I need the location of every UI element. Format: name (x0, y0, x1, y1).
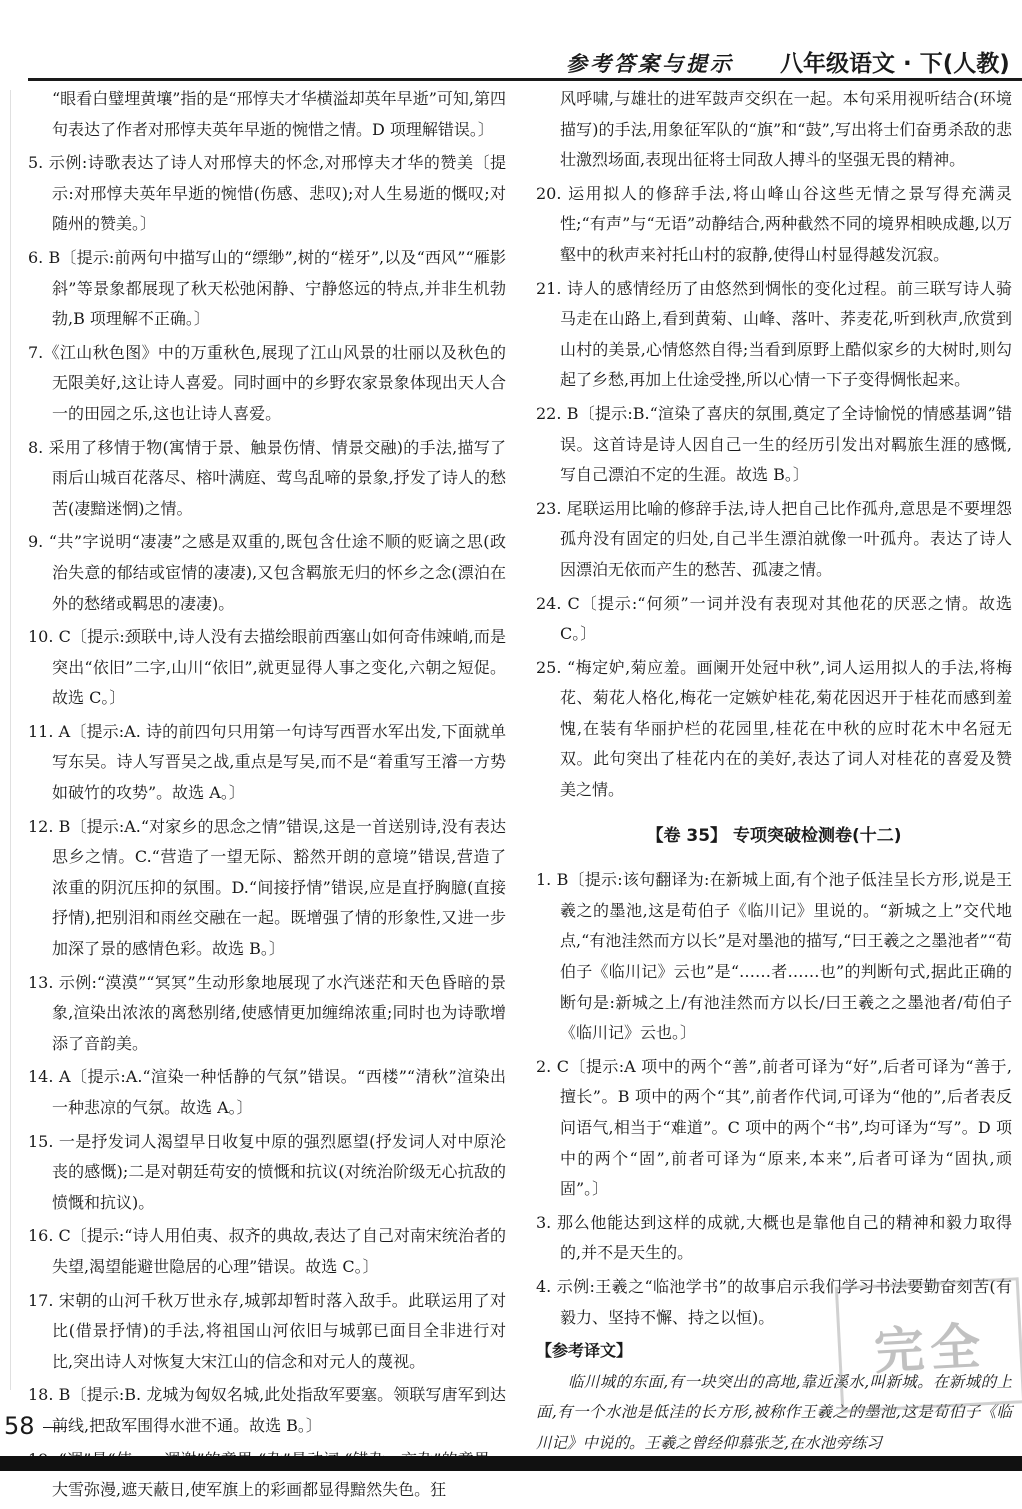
answer-entry: 24. C〔提示:“何须”一词并没有表现对其他花的厌恶之情。故选 C。〕 (536, 593, 1012, 644)
stamp-text: 完全 (872, 1317, 988, 1381)
answer-entry: 23. 尾联运用比喻的修辞手法,诗人把自己比作孤舟,意思是不要埋怨孤舟没有固定的归处,自己半生漂泊就像一叶孤舟。表达了诗人因漂泊无依而产生的愁苦、孤凄之情。 (536, 498, 1012, 579)
answer-entry: 11. A〔提示:A. 诗的前四句只用第一句诗写西晋水军出发,下面就单写东吴。诗人写晋吴之战,重点是写吴,而不是“着重写王濬一方势如破竹的攻势”。故选 A。〕 (28, 721, 506, 803)
answer-entry: 2. C〔提示:A 项中的两个“善”,前者可译为“好”,后者可译为“善于,擅长”。B 项中的两个“其”,前者作代词,可译为“他的”,后者表反问语气,相当于“难道”。C 项中的两个“书”,均可译为“写”。D 项中的两个“固”,前者可译为“原来,本来”,后者可译为“固执,顽固”。〕 (536, 1056, 1012, 1199)
answer-entry: 1. B〔提示:该句翻译为:在新城上面,有个池子低洼呈长方形,说是王羲之的墨池,这是荀伯子《临川记》里说的。“新城之上”交代地点,“有池洼然而方以长”是对墨池的描写,“曰王羲之之墨池者”“荀伯子《临川记》云也”是“……者……也”的判断句式,据此正确的断句是:新城之上/有池洼然而方以长/曰王羲之之墨池者/荀伯子《临川记》云也。〕 (536, 870, 1012, 1043)
page-header (0, 0, 1022, 80)
answer-entry: 8. 采用了移情于物(寓情于景、触景伤情、情景交融)的手法,描写了雨后山城百花落尽、榕叶满庭、莺鸟乱啼的景象,抒发了诗人的愁苦(凄黯迷惘)之情。 (28, 437, 506, 518)
translation-title: 【参考译文】 (536, 1341, 633, 1361)
header-left-title: 参考答案与提示 (566, 51, 734, 76)
answer-entry: 3. 那么他能达到这样的成就,大概也是靠他自己的精神和毅力取得的,并不是天生的。 (536, 1212, 1012, 1263)
answer-entry: 14. A〔提示:A.“渲染一种恬静的气氛”错误。“西楼”“清秋”渲染出一种悲凉的气氛。故选 A。〕 (28, 1067, 506, 1117)
answer-entry: 7.《江山秋色图》中的万重秋色,展现了江山风景的壮丽以及秋色的无限美好,这让诗人喜爱。同时画中的乡野农家景象体现出天人合一的田园之乐,这也让诗人喜爱。 (28, 342, 506, 423)
watermark-stamp (835, 1277, 1022, 1412)
answer-entry: 25. “梅定妒,菊应羞。画阑开处冠中秋”,词人运用拟人的手法,将梅花、菊花人格化,梅花一定嫉妒桂花,菊花因迟开于桂花而感到羞愧,在装有华丽护栏的花园里,桂花在中秋的应时花木中名冠无双。此句突出了桂花内在的美好,表达了词人对桂花的喜爱及赞美之情。 (536, 657, 1012, 800)
answer-entry: 13. 示例:“漠漠”“冥冥”生动形象地展现了水汽迷茫和天色昏暗的景象,渲染出浓浓的离愁别绪,使感情更加缠绵浓重;同时也为诗歌增添了音韵美。 (28, 972, 506, 1053)
right-column-answers-bottom (536, 865, 1012, 1333)
answer-entry: 4. 示例:王羲之“临池学书”的故事启示我们学习书法要勤奋刻苦(有毅力、坚持不懈、持之以恒)。 (536, 1276, 1012, 1327)
right-column (536, 84, 1012, 1459)
bottom-bar (0, 1456, 1022, 1471)
answer-entry: 16. C〔提示:“诗人用伯夷、叔齐的典故,表达了自己对南宋统治者的失望,渴望能避世隐居的心理”错误。故选 C。〕 (28, 1226, 506, 1276)
answer-entry: 5. 示例:诗歌表达了诗人对邢惇夫的怀念,对邢惇夫才华的赞美〔提示:对邢惇夫英年早逝的惋惜(伤感、悲叹);对人生易逝的慨叹;对随州的赞美。〕 (28, 153, 506, 234)
answer-entry: 21. 诗人的感情经历了由悠然到惆怅的变化过程。前三联写诗人骑马走在山路上,看到黄菊、山峰、落叶、荞麦花,听到秋声,欣赏到山村的美景,心情悠然自得;当看到原野上酷似家乡的大树时,则勾起了乡愁,再加上仕途受挫,所以心情一下子变得惆怅起来。 (536, 278, 1012, 390)
header-right-title: 八年级语文 · 下(人教) (780, 51, 1010, 77)
answer-entry: 17. 宋朝的山河千秋万世永存,城郭却暂时落入敌手。此联运用了对比(借景抒情)的手法,将祖国山河依旧与城郭已面目全非进行对比,突出诗人对恢复大宋江山的信念和对元人的蔑视。 (28, 1290, 506, 1371)
translation-text: 临川城的东面,有一块突出的高地,靠近溪水,叫新城。在新城的上面,有一个水池是低洼的长方形,被称作王羲之的墨池,这是荀伯子《临川记》中说的。王羲之曾经仰慕张芝,在水池旁练习 (536, 1372, 1012, 1452)
header-rule (28, 78, 1022, 81)
answer-entry: 18. B〔提示:B. 龙城为匈奴名城,此处指敌军要塞。领联写唐军到达前线,把敌军围得水泄不通。故选 B。〕 (28, 1385, 506, 1435)
answer-entry: 6. B〔提示:前两句中描写山的“缥缈”,树的“槎牙”,以及“西风”“雁影斜”等景象都展现了秋天松弛闲静、宁静悠远的特点,并非生机勃勃,B 项理解不正确。〕 (28, 247, 506, 329)
answer-entry: 12. B〔提示:A.“对家乡的思念之情”错误,这是一首送别诗,没有表达思乡之情。C.“营造了一望无际、豁然开朗的意境”错误,营造了浓重的阴沉压抑的氛围。D.“间接抒情”错误,应是直抒胸臆(直接抒情),把别泪和雨丝交融在一起。既增强了情的形象性,又进一步加深了景的感情色彩。故选 B。〕 (28, 816, 506, 959)
answer-entry: 大雪弥漫,遮天蔽日,使军旗上的彩画都显得黯然失色。狂 (52, 1480, 447, 1500)
answer-entry: 风呼啸,与雄壮的进军鼓声交织在一起。本句采用视听结合(环境描写)的手法,用象征军队的“旗”和“鼓”,写出将士们奋勇杀敌的悲壮激烈场面,表现出征将士同敌人搏斗的坚强无畏的精神。 (560, 89, 1012, 170)
answer-entry: “眼看白璧埋黄壤”指的是“邢惇夫才华横溢却英年早逝”可知,第四句表达了作者对邢惇夫英年早逝的惋惜之情。D 项理解错误。〕 (52, 89, 506, 139)
left-column (28, 84, 506, 1509)
section-title: 【卷 35】 专项突破检测卷(十二) (646, 825, 902, 846)
right-column-answers-top (536, 84, 1012, 806)
answer-entry: 9. “共”字说明“凄凄”之感是双重的,既包含仕途不顺的贬谪之思(政治失意的郁结或宦情的凄凄),又包含羁旅无归的怀乡之念(漂泊在外的愁绪或羁思的凄凄)。 (28, 532, 506, 613)
answer-entry: 20. 运用拟人的修辞手法,将山峰山谷这些无情之景写得充满灵性;“有声”与“无语”动静结合,两种截然不同的境界相映成趣,以万壑中的秋声来衬托山村的寂静,使得山村显得越发沉寂。 (536, 183, 1012, 264)
gutter-divider (10, 90, 11, 1390)
answer-entry: 10. C〔提示:颈联中,诗人没有去描绘眼前西塞山如何奇伟竦峭,而是突出“依旧”二字,山川“依旧”,就更显得人事之变化,六朝之短促。故选 C。〕 (28, 627, 506, 708)
answer-entry: 15. 一是抒发词人渴望早日收复中原的强烈愿望(抒发词人对中原沦丧的感慨);二是对朝廷苟安的愤慨和抗议(对统治阶级无心抗敌的愤慨和抗议)。 (28, 1131, 506, 1212)
page-number: 58 (4, 1412, 67, 1440)
answer-entry: 22. B〔提示:B.“渲染了喜庆的氛围,奠定了全诗愉悦的情感基调”错误。这首诗是诗人因自己一生的经历引发出对羁旅生涯的感慨,写自己漂泊不定的生涯。故选 B。〕 (536, 403, 1012, 485)
